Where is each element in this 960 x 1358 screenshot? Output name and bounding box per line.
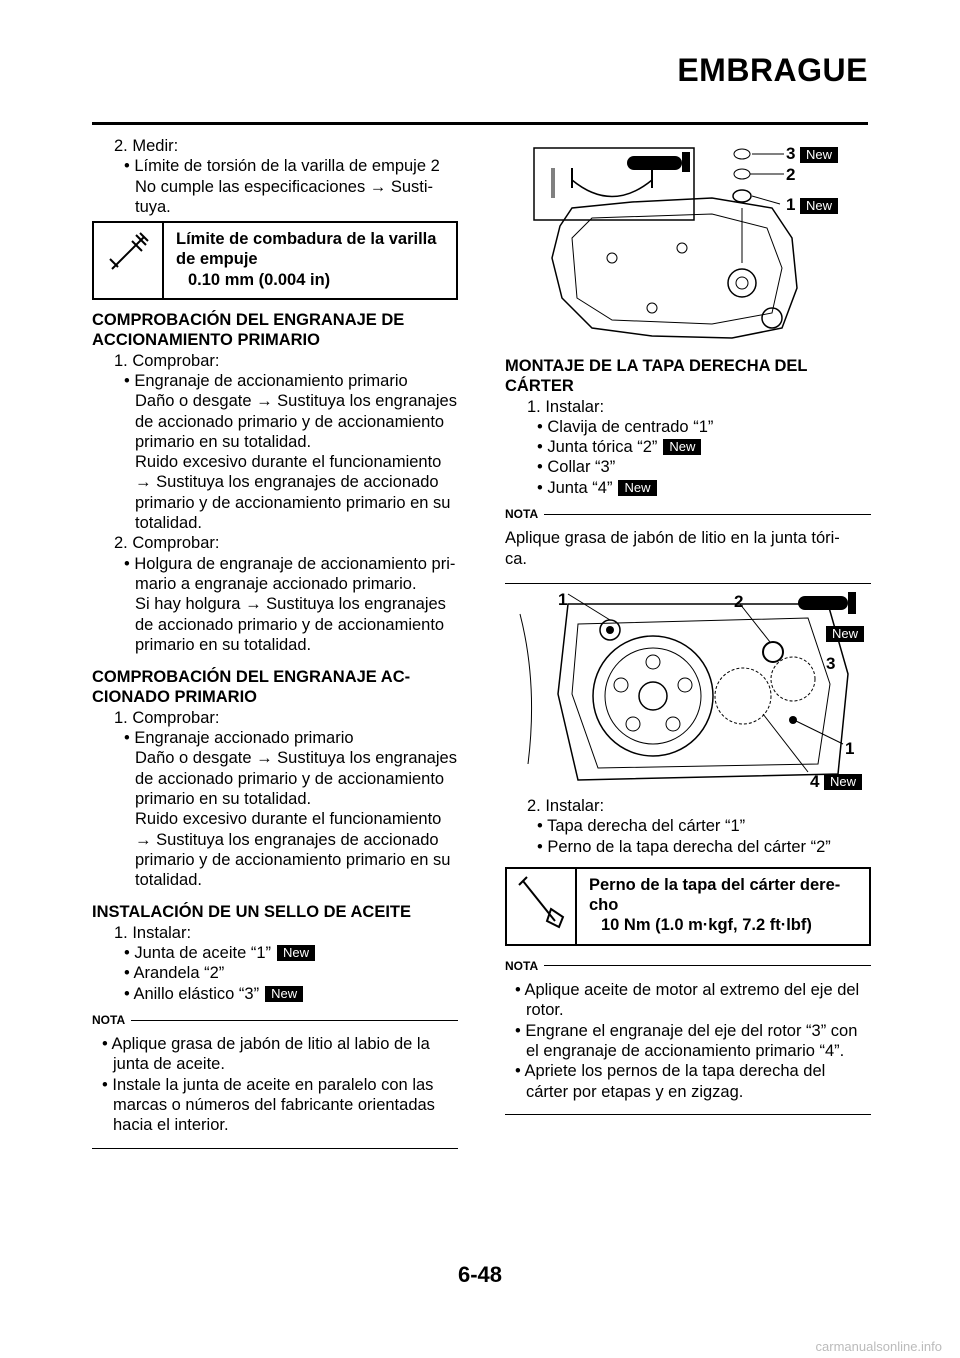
note-item: • Aplique grasa de jabón de litio al labio de la junta de aceite.: [102, 1035, 430, 1074]
spec-title: Perno de la tapa del cárter dere- cho: [589, 875, 841, 915]
bullet: • Engranaje de accionamiento primario: [124, 371, 408, 390]
bullet: • Junta “4” New: [505, 478, 871, 498]
bullet: • Junta de aceite “1” New: [92, 943, 458, 963]
step: 1. Comprobar:: [114, 351, 220, 370]
callout-label: 1: [558, 590, 568, 609]
section-heading: MONTAJE DE LA TAPA DERECHA DEL CÁRTER: [505, 357, 808, 396]
left-column: [92, 136, 458, 1149]
step: 1. Comprobar:: [114, 708, 220, 727]
bullet-text: Daño o desgate → Sustituya los engranajes de accionado primario y de accionamiento primario en su totalidad. Ruido excesivo durante el funcionamiento → Sustituya los engranajes de accionado primario y de accionamiento primario en su totalidad.: [135, 392, 457, 533]
note-item: • Apriete los pernos de la tapa derecha del cárter por etapas y en zigzag.: [515, 1062, 826, 1101]
bullet: • Perno de la tapa derecha del cárter “2”: [537, 837, 831, 856]
bullet-text: Si hay holgura → Sustituya los engranajes de accionado primario y de accionamiento primario en su totalidad.: [135, 595, 446, 654]
crankcase-cover-drawing: [532, 138, 872, 346]
note-item: • Aplique aceite de motor al extremo del eje del rotor.: [515, 981, 860, 1020]
callout-label: 3: [826, 654, 836, 673]
callout-label: 4: [810, 772, 820, 791]
bullet: • Tapa derecha del cárter “1”: [537, 817, 746, 836]
new-badge: New: [277, 945, 315, 961]
new-badge: New: [265, 986, 303, 1002]
caliper-icon: [94, 223, 164, 298]
callout-label: 1: [786, 195, 796, 214]
step: 2. Instalar:: [527, 796, 605, 815]
torque-wrench-icon: [507, 869, 577, 944]
step: 1. Instalar:: [114, 923, 192, 942]
spec-value: 0.10 mm (0.004 in): [188, 270, 331, 289]
bullet: • Clavija de centrado “1”: [537, 417, 714, 436]
page-title: EMBRAGUE: [677, 52, 868, 88]
spec-value: 10 Nm (1.0 m·kgf, 7.2 ft·lbf): [601, 916, 812, 935]
step: 1. Instalar:: [527, 397, 605, 416]
spec-box-torque: [505, 867, 871, 946]
engine-clutch-drawing: [508, 584, 870, 792]
bullet: • Junta tórica “2” New: [505, 437, 871, 457]
figure-engine-clutch: [508, 584, 870, 792]
bullet: • Anillo elástico “3” New: [92, 984, 458, 1004]
note-item: • Instale la junta de aceite en paralelo con las marcas o números del fabricante orientadas hacia el interior.: [102, 1075, 435, 1135]
bullet: • Collar “3”: [537, 458, 616, 477]
new-badge: New: [826, 626, 864, 642]
bullet-text: Daño o desgate → Sustituya los engranajes de accionado primario y de accionamiento primario en su totalidad. Ruido excesivo durante el funcionamiento → Sustituya los engranajes de accionado primario y de accionamiento primario en su totalidad.: [135, 749, 457, 890]
callout-label: 2: [734, 592, 744, 611]
figure-crankcase-cover: [532, 138, 872, 346]
page-number: 6-48: [457, 1262, 503, 1287]
new-badge: New: [800, 147, 838, 163]
note-end-rule: [505, 1114, 871, 1115]
note-item: Aplique grasa de jabón de litio en la junta tóri- ca.: [505, 529, 840, 568]
bullet: • Arandela “2”: [124, 964, 225, 983]
section-heading: COMPROBACIÓN DEL ENGRANAJE DE ACCIONAMIENTO PRIMARIO: [92, 311, 405, 350]
nota-header: NOTA: [505, 956, 871, 976]
bullet: • Engranaje accionado primario: [124, 729, 354, 748]
new-badge: New: [663, 439, 701, 455]
callout-label: 1: [845, 739, 855, 758]
new-badge: New: [800, 198, 838, 214]
new-badge: New: [618, 480, 656, 496]
measure-bullet: • Límite de torsión de la varilla de empuje 2: [124, 157, 440, 176]
callout-label: 2: [786, 165, 796, 184]
callout-label: 3: [786, 144, 796, 163]
nota-header: NOTA: [92, 1010, 458, 1030]
note-end-rule: [92, 1148, 458, 1149]
watermark: carmanualsonline.info: [815, 1339, 942, 1354]
spec-title: Límite de combadura de la varilla de empuje: [176, 230, 437, 269]
section-heading: COMPROBACIÓN DEL ENGRANAJE AC- CIONADO PRIMARIO: [92, 668, 411, 707]
bullet: • Holgura de engranaje de accionamiento pri- mario a engranaje accionado primario.: [124, 554, 456, 593]
nota-header: NOTA: [505, 504, 871, 524]
spec-box-pushrod: [92, 221, 458, 300]
step: 2. Comprobar:: [114, 534, 220, 553]
header-rule: [92, 122, 868, 125]
note-item: • Engrane el engranaje del eje del rotor “3” con el engranaje de accionamiento primario “4”.: [515, 1021, 858, 1060]
new-badge: New: [824, 774, 862, 790]
measure-step: 2. Medir:: [114, 137, 179, 155]
measure-result: No cumple las especificaciones → Susti- tuya.: [135, 177, 434, 216]
section-heading: INSTALACIÓN DE UN SELLO DE ACEITE: [92, 903, 412, 922]
